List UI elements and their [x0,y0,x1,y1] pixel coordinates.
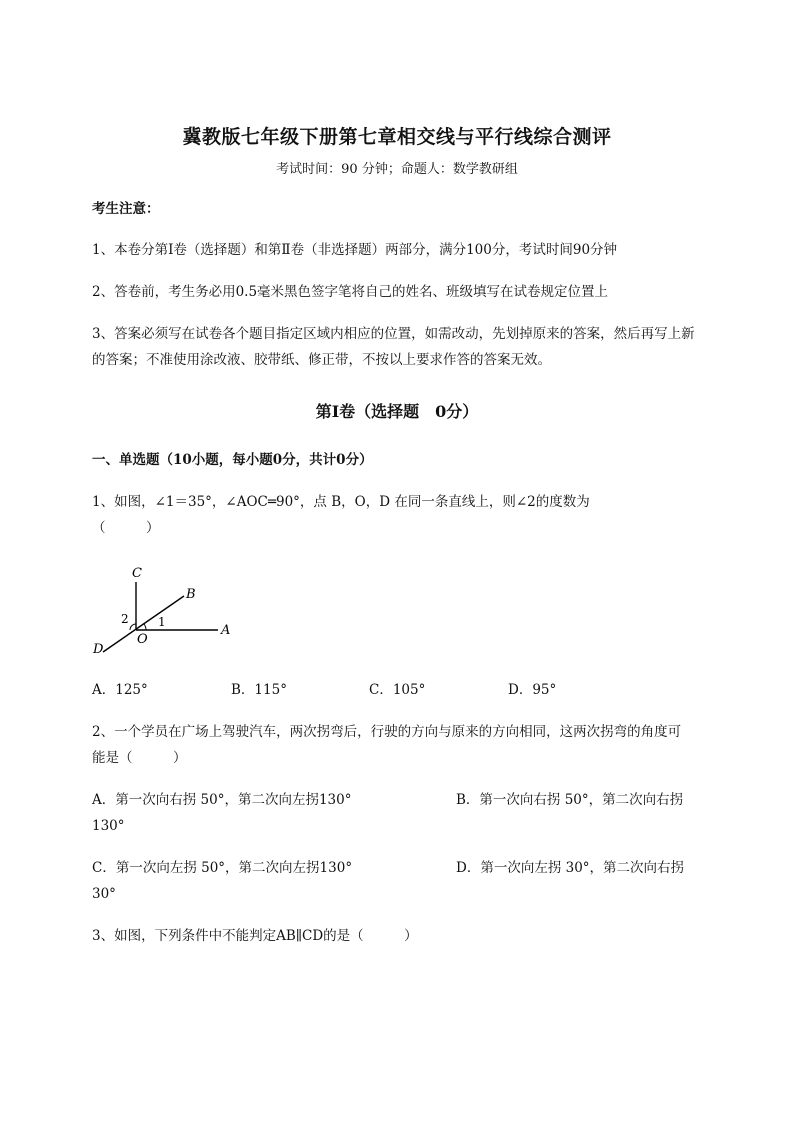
question-1-option-a[interactable]: A．125° [92,682,148,698]
question-1-blank: （ ） [92,520,160,536]
label-angle-1: 1 [158,615,166,629]
question-2-option-d[interactable]: D．第一次向左拐 30°，第二次向右拐 [456,860,685,876]
question-1-option-d[interactable]: D．95° [508,682,557,698]
label-o: O [137,632,148,647]
section-title: 第Ⅰ卷（选择题 0分） [315,402,479,421]
page-title: 冀教版七年级下册第七章相交线与平行线综合测评 [182,126,612,148]
label-b: B [186,587,196,602]
question-2-option-b-cont[interactable]: 130° [92,818,125,834]
part-heading: 一、单选题（10小题，每小题0分，共计0分） [92,452,373,468]
notice-item-2: 2、答卷前，考生务必用0.5毫米黑色签字笔将自己的姓名、班级填写在试卷规定位置上 [92,284,609,300]
notice-heading: 考生注意： [92,201,160,217]
question-2-stem: 2、一个学员在广场上驾驶汽车，两次拐弯后，行驶的方向与原来的方向相同，这两次拐弯的角度可 [92,724,682,740]
label-c: C [132,566,142,581]
question-2-option-a[interactable]: A．第一次向右拐 50°，第二次向左拐130° [92,792,352,808]
angle-1-arc [144,624,146,630]
question-2-option-d-cont[interactable]: 30° [92,886,116,902]
label-d: D [93,642,104,657]
question-1-option-b[interactable]: B．115° [231,682,287,698]
label-angle-2: 2 [121,612,129,626]
label-a: A [221,623,231,638]
question-1-stem: 1、如图，∠1＝35°，∠AOC═90°，点 B，O，D 在同一条直线上，则∠2的度数为 [92,494,590,510]
notice-item-3: 3、答案必须写在试卷各个题目指定区域内相应的位置，如需改动，先划掉原来的答案，然后再写上新 [92,326,695,342]
notice-item-3-cont: 的答案；不准使用涂改液、胶带纸、修正带，不按以上要求作答的答案无效。 [92,352,551,368]
question-2-option-c[interactable]: C．第一次向左拐 50°，第二次向左拐130° [92,860,353,876]
question-2-stem-cont: 能是（ ） [92,750,187,766]
question-1-option-c[interactable]: C．105° [369,682,426,698]
question-1-figure [88,560,248,660]
question-3-stem: 3、如图，下列条件中不能判定AB∥CD的是（ ） [92,928,418,944]
notice-item-1: 1、本卷分第Ⅰ卷（选择题）和第Ⅱ卷（非选择题）两部分，满分100分，考试时间90分钟 [92,242,618,258]
question-2-option-b[interactable]: B．第一次向右拐 50°，第二次向右拐 [456,792,684,808]
exam-info: 考试时间：90 分钟；命题人：数学教研组 [276,162,518,177]
